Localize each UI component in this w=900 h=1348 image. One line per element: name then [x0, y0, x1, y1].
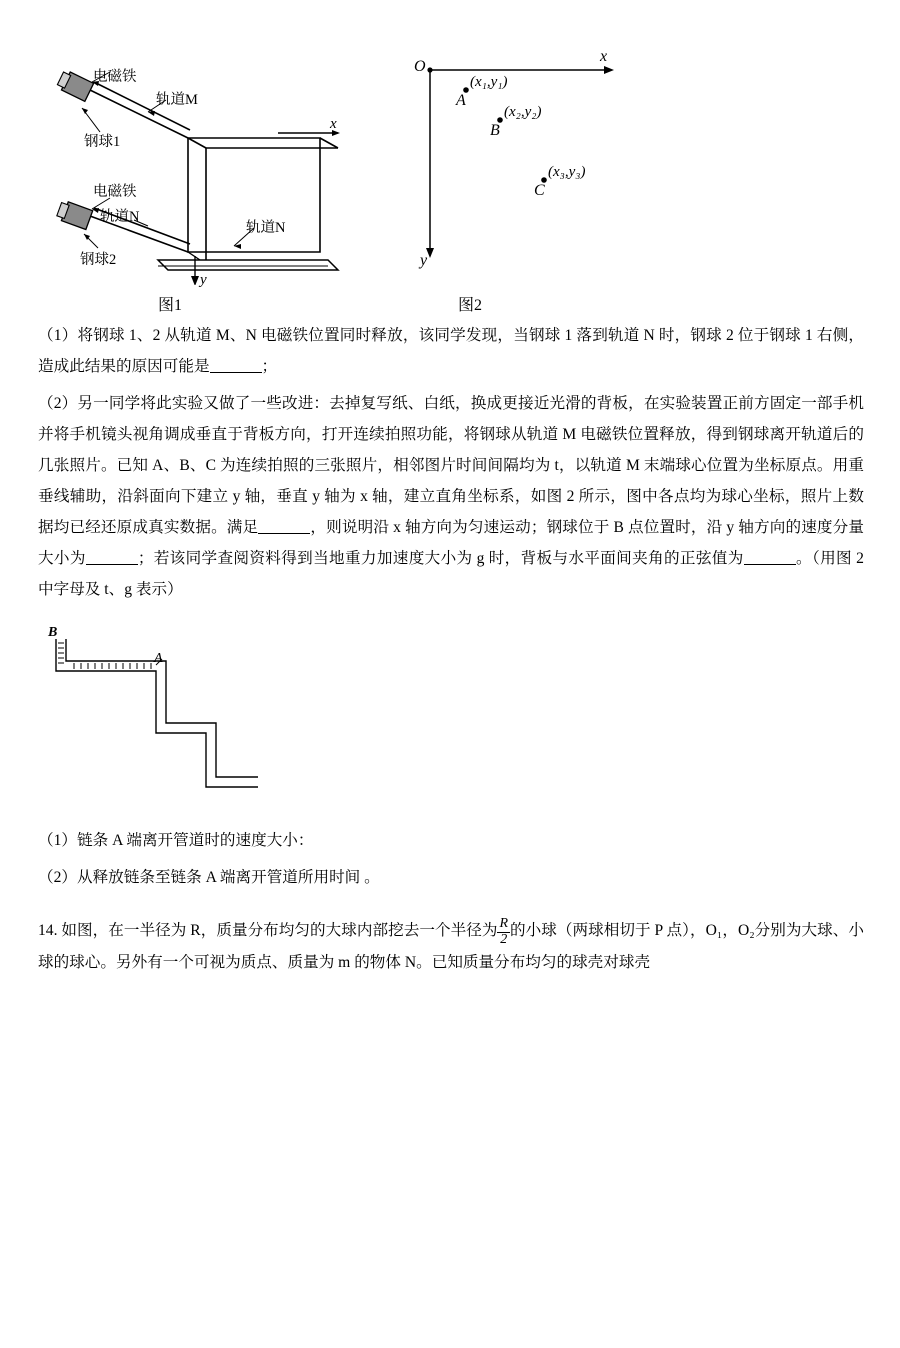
fig2-point-c-coord: (x₃,y₃)	[548, 164, 586, 180]
answer-blank[interactable]	[258, 519, 310, 534]
document-content	[38, 20, 864, 984]
fig1-label-ball1: 钢球1	[84, 134, 121, 150]
fig2-axis-x-label: x	[600, 48, 608, 65]
question-13-sub-1: （1）链条 A 端离开管道时的速度大小：	[38, 832, 314, 849]
fig1-label-electromagnet-bottom: 电磁铁	[93, 184, 137, 200]
figure-3-drawing	[38, 629, 338, 819]
fraction-r-over-2	[497, 917, 510, 947]
figure-3	[38, 625, 864, 819]
fig2-point-a-label: A	[456, 92, 466, 109]
answer-blank[interactable]	[86, 550, 138, 565]
fig1-label-ball2: 钢球2	[80, 252, 117, 268]
item2-part3: ；若该同学查阅资料得到当地重力加速度大小为 g 时，背板与水平面间夹角的正弦值为	[137, 550, 744, 567]
item1-suffix: ；	[261, 358, 278, 375]
fig1-label-electromagnet-top: 电磁铁	[93, 69, 137, 85]
figure-row-top	[38, 20, 864, 320]
figure-1	[38, 20, 378, 288]
item2-part4: 。（用图 2 中字母及 t、g 表示）	[38, 550, 864, 598]
question-14-stem	[38, 915, 864, 978]
paragraph-item-1	[38, 320, 864, 382]
figure-2-drawing	[418, 20, 678, 285]
fraction-numerator: R	[499, 916, 509, 932]
fig1-label-track-n-left: 轨道N	[100, 209, 140, 225]
answer-blank[interactable]	[744, 550, 796, 565]
figure-1-caption: 图1	[158, 297, 183, 314]
fraction-denominator: 2	[497, 932, 510, 948]
item1-prefix: （1）将钢球 1、2 从轨道 M、N 电磁铁位置同时释放，该同学发现，当钢球 1 落到轨道 N 时，钢球 2 位于钢球 1 右侧，造成此结果的原因可能是	[38, 327, 864, 375]
fig3-point-a-label: A	[154, 651, 163, 666]
figure-1-drawing	[38, 20, 378, 285]
paragraph-item-2	[38, 388, 864, 605]
item2-part2: ，则说明沿 x 轴方向为匀速运动；钢球位于 B 点位置时，沿 y 轴方向的速度分量大小为	[38, 519, 864, 567]
fig2-point-b-label: B	[490, 122, 500, 139]
q14-part2: 的小球（两球相切于 P 点），O₁，O₂分别为大球、小球的球心。另外有一个可视为质点、质量为 m 的物体 N。已知质量分布均匀的球壳对球壳	[38, 922, 864, 972]
fig2-origin-label: O	[414, 58, 426, 75]
fig1-label-track-n-right: 轨道N	[246, 220, 286, 236]
answer-blank[interactable]	[210, 358, 262, 373]
fig2-point-c-label: C	[534, 182, 545, 199]
fig3-point-b-label: B	[48, 625, 58, 640]
fig1-axis-x-label: x	[330, 116, 337, 132]
figure-2	[414, 20, 678, 285]
fig2-point-a-coord: (x₁,y₁)	[470, 74, 508, 90]
fig2-point-b-coord: (x₂,y₂)	[504, 104, 542, 120]
item2-part1: （2）另一同学将此实验又做了一些改进：去掉复写纸、白纸，换成更接近光滑的背板，在实验装置正前方固定一部手机并将手机镜头视角调成垂直于背板方向，打开连续拍照功能，将钢球从轨道 M 电磁铁位置释放，得到钢球离开轨道后的几张照片。已知 A、B、C 为连续拍照的三张照片，相邻图片时间间隔均为 t，以轨道 M 末端球心位置为坐标原点。用重垂线辅助，沿斜面向下建立 y 轴，垂直 y 轴为 x 轴，建立直角坐标系，如图 2 所示，图中各点均为球心坐标，照片上数据均已经还原成真实数据。满足	[38, 395, 864, 536]
fig2-axis-y-label: y	[420, 252, 428, 269]
fig1-label-track-m: 轨道M	[156, 92, 198, 108]
figure-2-caption: 图2	[458, 297, 483, 314]
q14-part1: 14. 如图，在一半径为 R，质量分布均匀的大球内部挖去一个半径为	[38, 922, 498, 939]
question-13-sub-2: （2）从释放链条至链条 A 端离开管道所用时间 。	[38, 869, 380, 886]
fig1-axis-y-label: y	[200, 272, 207, 288]
